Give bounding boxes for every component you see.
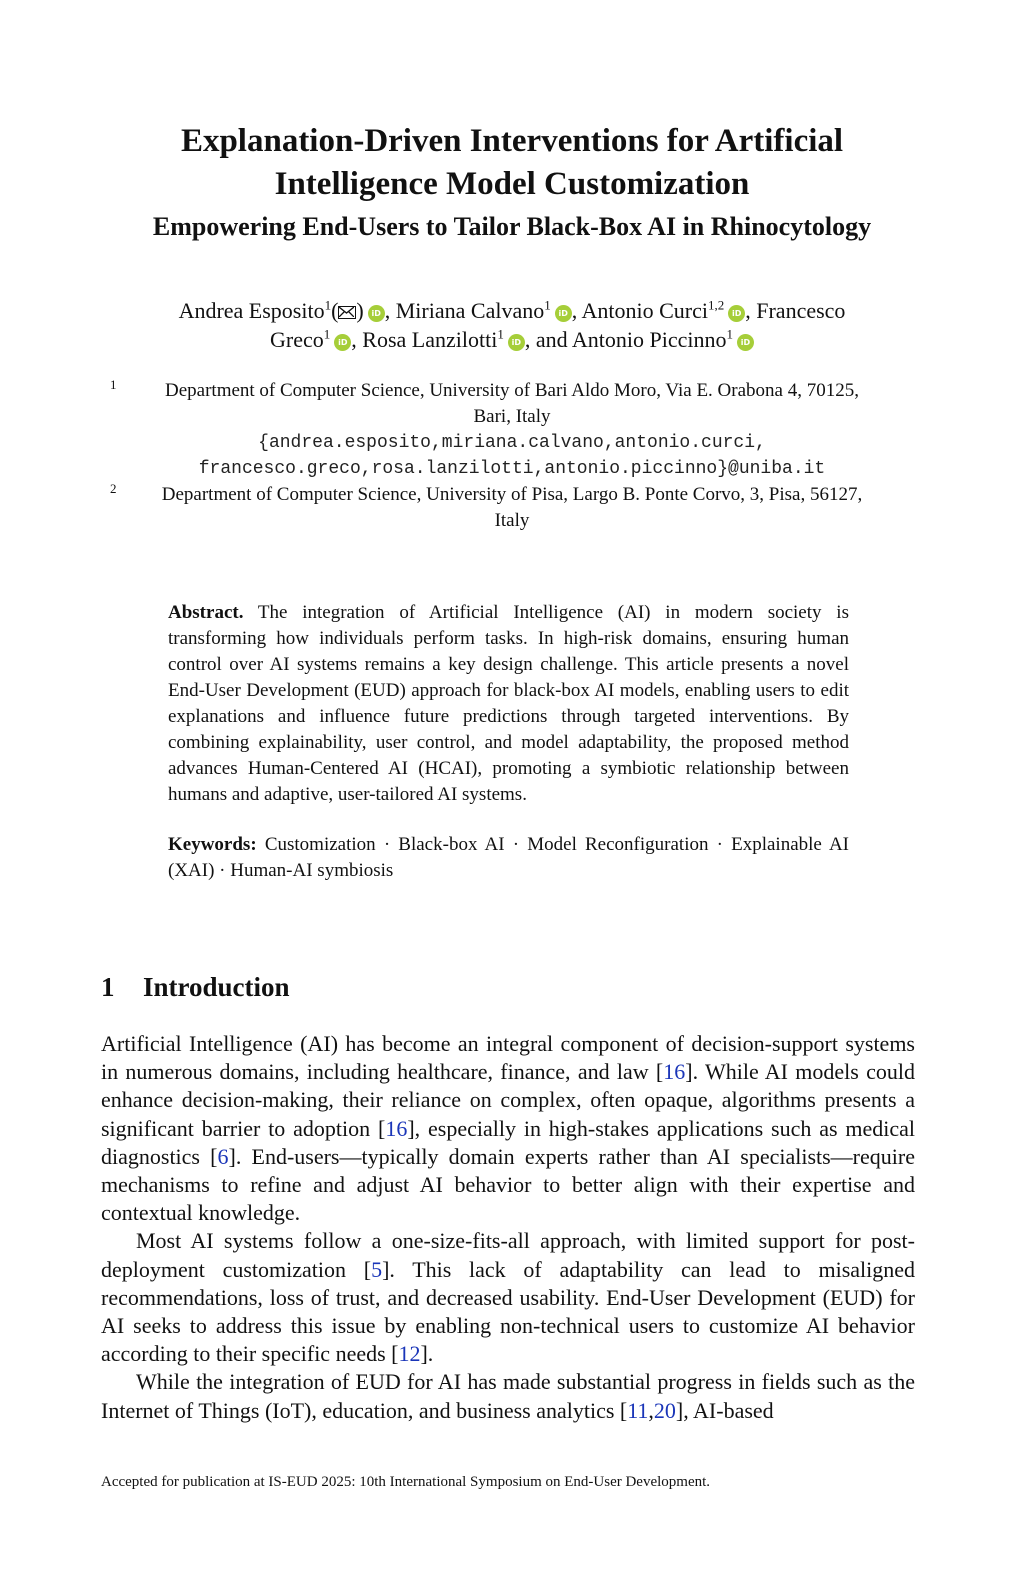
keywords-label: Keywords: [168,834,257,855]
title-line-1: Explanation-Driven Interventions for Artificial [180,123,844,159]
section-title: Introduction [143,972,290,1002]
paper-title [60,120,964,206]
author-name: , Francesco [745,298,846,323]
citation-link[interactable]: 12 [398,1341,421,1367]
affiliation-2-line-2: Italy [494,510,530,531]
author-name: , Miriana Calvano [384,298,545,323]
citation-link[interactable]: 6 [217,1143,229,1169]
publication-footer: Accepted for publication at IS-EUD 2025: 10th International Symposium on End-User Development. [101,1474,711,1490]
orcid-icon[interactable]: iD [728,305,745,322]
paper-subtitle: Empowering End-Users to Tailor Black-Box AI in Rhinocytology [152,212,872,241]
affiliation-2-line-1: Department of Computer Science, University of Pisa, Largo B. Ponte Corvo, 3, Pisa, 56127, [161,484,863,505]
keywords-text: Customization · Black-box AI · Model Reconfiguration · Explainable AI (XAI) · Human-AI symbiosis [168,834,850,881]
citation-link[interactable]: 11 [627,1397,649,1423]
affiliation-1 [100,378,924,482]
paragraph-2: Most AI systems follow a one-size-fits-all approach, with limited support for post-deployment customization [5]. This lack of adaptability can lead to misaligned recommendations, loss of trust, and decreased usability. End-User Development (EUD) for AI seeks to address this issue by enabling non-technical users to customize AI behavior according to their specific needs [12]. [101,1228,916,1367]
author-name: , Antonio Curci [571,298,708,323]
affiliation-2 [100,482,924,534]
author-name: Andrea Esposito [178,298,325,323]
email-line-1: {andrea.esposito,miriana.calvano,antonio.curci, [258,433,766,453]
author-name: , and Antonio Piccinno [524,327,727,352]
abstract-text: The integration of Artificial Intelligence (AI) in modern society is transforming how individuals perform tasks. In high-risk domains, ensuring human control over AI systems remains a key design challenge. This article presents a novel End-User Development (EUD) approach for black-box AI models, enabling users to edit explanations and influence future predictions through targeted interventions. By combining explainability, user control, and model adaptability, the proposed method advances Human-Centered AI (HCAI), promoting a symbiotic relationship between humans and adaptive, user-tailored AI systems. [168,602,849,805]
citation-link[interactable]: 16 [663,1059,686,1085]
section-number: 1 [101,972,115,1002]
citation-link[interactable]: 16 [385,1115,408,1141]
title-line-2: Intelligence Model Customization [274,166,750,202]
author-line-2: Greco$^1$iD , Rosa Lanzilotti$^1$iD , and Antonio Piccinno$^1$iD [110,325,914,354]
envelope-icon[interactable] [338,306,356,319]
affiliation-1-line-2: Bari, Italy [473,406,551,427]
orcid-icon[interactable]: iD [555,305,572,322]
author-line-1: Andrea Esposito$^1$( ) iD , Miriana Calvano$^1$iD , Antonio Curci$^{1,2}$iD , Francesco [178,297,846,323]
keywords [168,832,849,884]
orcid-icon[interactable]: iD [737,334,754,351]
citation-link[interactable]: 20 [653,1397,676,1423]
body-text [101,1030,915,1425]
paragraph-1: Artificial Intelligence (AI) has become an integral component of decision-support systems in numerous domains, including healthcare, finance, and law [16]. While AI models could enhance decision-making, their reliance on complex, often opaque, algorithms presents a significant barrier to adoption [16], especially in high-stakes applications such as medical diagnostics [6]. End-users—typically domain experts rather than AI specialists—require mechanisms to refine and adjust AI behavior to better align with their expertise and contextual knowledge. [101,1031,916,1226]
email-line-2: francesco.greco,rosa.lanzilotti,antonio.piccinno}@uniba.it [198,459,826,479]
citation-link[interactable]: 5 [371,1256,383,1282]
abstract-label: Abstract. [168,602,244,623]
orcid-icon[interactable]: iD [368,305,385,322]
affiliation-number: 2 [110,481,117,496]
affiliation-number: 1 [110,377,117,392]
author-list [110,296,914,354]
abstract [168,600,849,808]
affiliation-1-line-1: Department of Computer Science, University of Bari Aldo Moro, Via E. Orabona 4, 70125, [165,380,859,401]
section-heading [101,970,290,1004]
orcid-icon[interactable]: iD [508,334,525,351]
author-name: Greco [270,327,324,352]
orcid-icon[interactable]: iD [334,334,351,351]
paragraph-3: While the integration of EUD for AI has made substantial progress in fields such as the Internet of Things (IoT), education, and business analytics [11,20], AI-based [101,1369,915,1423]
author-name: , Rosa Lanzilotti [351,327,498,352]
